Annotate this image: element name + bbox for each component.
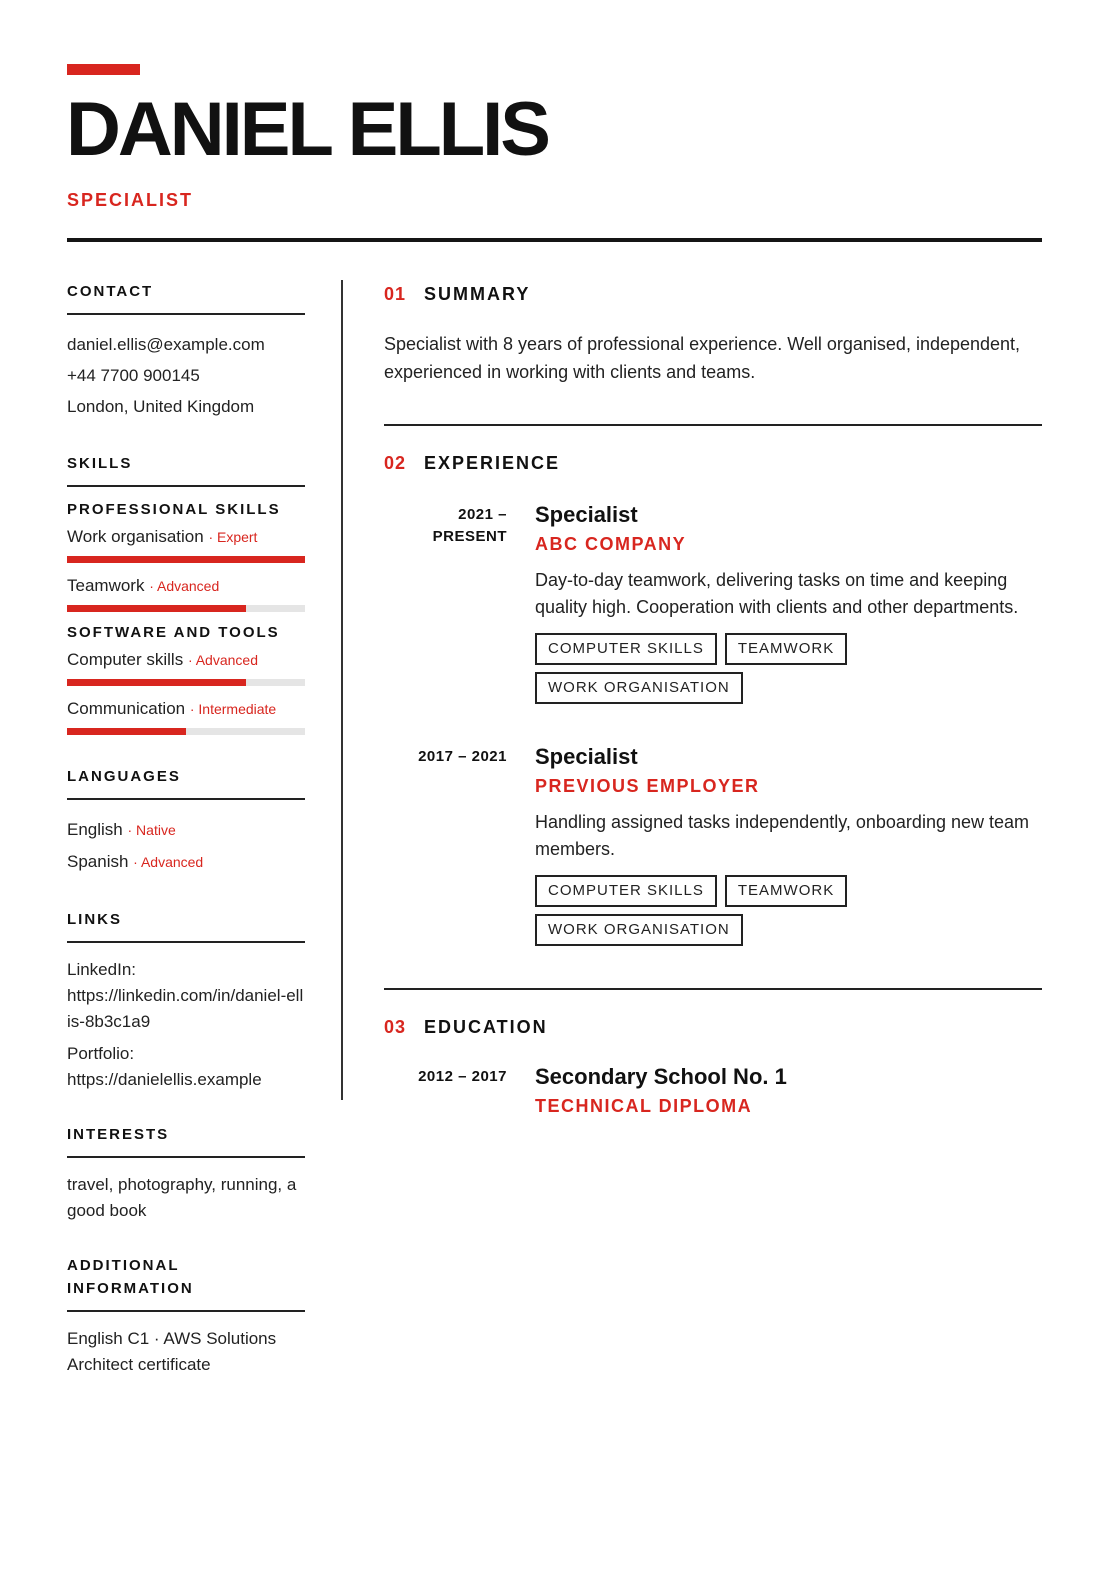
education-entry bbox=[384, 1063, 1042, 1119]
section-header bbox=[384, 449, 1042, 477]
skill-item bbox=[67, 526, 305, 563]
links-title: LINKS bbox=[67, 908, 305, 943]
job-entry bbox=[384, 743, 1042, 953]
section-title: EDUCATION bbox=[424, 1016, 548, 1037]
skill-tag: TEAMWORK bbox=[725, 633, 847, 665]
job-company: PREVIOUS EMPLOYER bbox=[535, 776, 760, 796]
skill-item bbox=[67, 649, 305, 686]
skill-item bbox=[67, 698, 305, 735]
linkedin-link[interactable]: https://linkedin.com/in/daniel-ellis-8b3c1a9 bbox=[67, 986, 304, 1031]
section-divider bbox=[384, 424, 1042, 426]
interests-text: travel, photography, running, a good book bbox=[67, 1175, 297, 1220]
portfolio-link[interactable]: https://danielellis.example bbox=[67, 1070, 262, 1089]
skill-bar-fill bbox=[67, 679, 246, 686]
job-date-line: 2021 – bbox=[458, 506, 507, 523]
section-title: SUMMARY bbox=[424, 283, 531, 304]
languages-title: LANGUAGES bbox=[67, 765, 305, 800]
skill-bar-fill bbox=[67, 728, 186, 735]
skill-bar-track bbox=[67, 728, 305, 735]
skill-tag: WORK ORGANISATION bbox=[535, 672, 743, 704]
link-item bbox=[67, 957, 305, 1035]
additional-title-line: ADDITIONAL bbox=[67, 1257, 180, 1274]
languages-section bbox=[67, 765, 305, 878]
additional-title-line: INFORMATION bbox=[67, 1280, 194, 1297]
skill-group-title: PROFESSIONAL SKILLS bbox=[67, 501, 281, 518]
skill-level: · Intermediate bbox=[189, 701, 277, 717]
main-content bbox=[384, 280, 1042, 1119]
contact-section bbox=[67, 280, 305, 422]
school-name: Secondary School No. 1 bbox=[535, 1064, 787, 1089]
language-name: Spanish bbox=[67, 852, 129, 871]
interests-title: INTERESTS bbox=[67, 1123, 305, 1158]
contact-phone[interactable]: +44 7700 900145 bbox=[67, 366, 200, 385]
skill-level: · Advanced bbox=[187, 652, 258, 668]
summary-text: Specialist with 8 years of professional experience. Well organised, independent, experienced in working with clients and teams. bbox=[384, 334, 1021, 382]
job-date-line: PRESENT bbox=[432, 528, 507, 545]
contact-email[interactable]: daniel.ellis@example.com bbox=[67, 335, 265, 354]
language-item bbox=[67, 814, 305, 846]
accent-bar bbox=[67, 64, 140, 75]
link-item bbox=[67, 1041, 305, 1093]
job-date bbox=[384, 501, 507, 711]
section-number: 02 bbox=[384, 452, 407, 473]
job-entry bbox=[384, 501, 1042, 711]
section-divider bbox=[384, 988, 1042, 990]
skills-section bbox=[67, 452, 305, 735]
additional-title bbox=[67, 1254, 305, 1312]
job-date bbox=[384, 743, 507, 953]
candidate-name: DANIEL ELLIS bbox=[66, 87, 548, 172]
skill-group-title: SOFTWARE AND TOOLS bbox=[67, 624, 280, 641]
sidebar bbox=[67, 280, 305, 1408]
job-title: Specialist bbox=[535, 502, 638, 527]
header-divider bbox=[67, 238, 1042, 242]
skill-level: · Advanced bbox=[149, 578, 220, 594]
section-number: 01 bbox=[384, 283, 407, 304]
education-body bbox=[535, 1063, 1042, 1119]
column-divider bbox=[341, 280, 343, 1100]
skill-item bbox=[67, 575, 305, 612]
skill-bar-fill bbox=[67, 556, 305, 563]
skill-bar-track bbox=[67, 679, 305, 686]
job-body bbox=[535, 743, 1042, 953]
job-tags bbox=[535, 633, 1042, 711]
skills-title: SKILLS bbox=[67, 452, 305, 487]
job-description: Day-to-day teamwork, delivering tasks on time and keeping quality high. Cooperation with clients and other departments. bbox=[535, 570, 1019, 617]
summary-section bbox=[384, 280, 1042, 386]
job-date-line: 2017 – 2021 bbox=[418, 748, 507, 765]
section-title: EXPERIENCE bbox=[424, 452, 561, 473]
skill-name: Work organisation bbox=[67, 527, 204, 546]
interests-section bbox=[67, 1123, 305, 1224]
skill-bar-fill bbox=[67, 605, 246, 612]
links-section bbox=[67, 908, 305, 1093]
job-body bbox=[535, 501, 1042, 711]
education-section bbox=[384, 1013, 1042, 1119]
job-company: ABC COMPANY bbox=[535, 534, 687, 554]
section-header bbox=[384, 1013, 1042, 1041]
additional-section bbox=[67, 1254, 305, 1378]
skill-tag: WORK ORGANISATION bbox=[535, 914, 743, 946]
skill-name: Computer skills bbox=[67, 650, 184, 669]
contact-location: London, United Kingdom bbox=[67, 397, 255, 416]
education-date: 2012 – 2017 bbox=[418, 1068, 507, 1085]
candidate-role: SPECIALIST bbox=[67, 190, 194, 210]
additional-text: English C1 · AWS Solutions Architect certificate bbox=[67, 1329, 277, 1374]
contact-title: CONTACT bbox=[67, 280, 305, 315]
skill-bar-track bbox=[67, 605, 305, 612]
link-label: LinkedIn: bbox=[67, 960, 136, 979]
skill-bar-track bbox=[67, 556, 305, 563]
experience-section bbox=[384, 449, 1042, 953]
job-title: Specialist bbox=[535, 744, 638, 769]
skill-name: Teamwork bbox=[67, 576, 145, 595]
skill-tag: COMPUTER SKILLS bbox=[535, 633, 717, 665]
language-item bbox=[67, 846, 305, 878]
section-number: 03 bbox=[384, 1016, 407, 1037]
language-level: · Native bbox=[127, 822, 176, 838]
section-header bbox=[384, 280, 1042, 308]
job-description: Handling assigned tasks independently, onboarding new team members. bbox=[535, 812, 1029, 859]
skill-tag: TEAMWORK bbox=[725, 875, 847, 907]
link-label: Portfolio: bbox=[67, 1044, 135, 1063]
degree-name: TECHNICAL DIPLOMA bbox=[535, 1096, 753, 1116]
language-level: · Advanced bbox=[133, 854, 204, 870]
job-tags bbox=[535, 875, 1042, 953]
skill-name: Communication bbox=[67, 699, 186, 718]
skill-tag: COMPUTER SKILLS bbox=[535, 875, 717, 907]
language-name: English bbox=[67, 820, 123, 839]
skill-level: · Expert bbox=[208, 529, 258, 545]
